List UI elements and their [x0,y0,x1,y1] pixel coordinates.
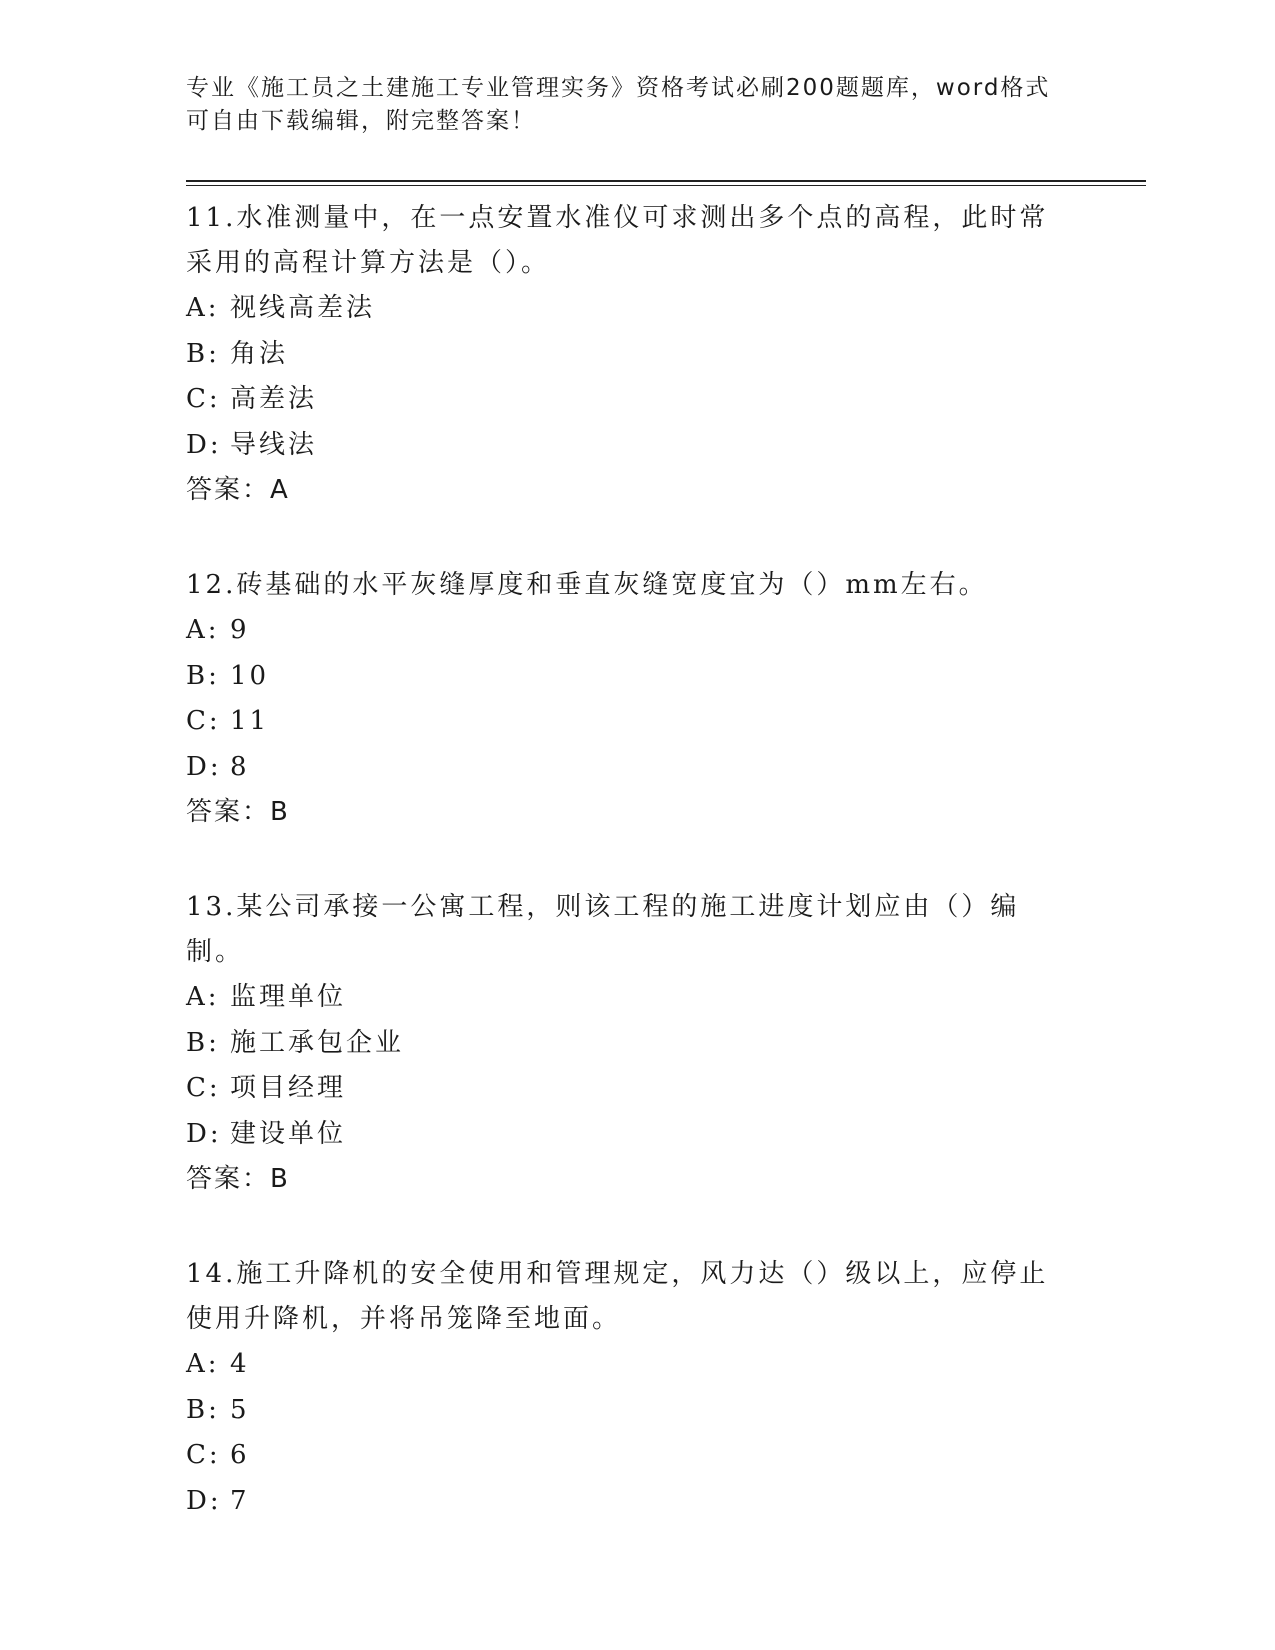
option-c [186,1433,1146,1479]
question-text: 14.施工升降机的安全使用和管理规定，风力达（）级以上，应停止使用升降机，并将吊笼降至地面。 [186,1259,1049,1334]
option-text: 11 [230,706,270,736]
option-d [186,1479,1146,1525]
option-letter: B: [186,1394,220,1425]
option-letter: C: [186,1073,221,1103]
option-b [186,654,1146,700]
option-text: 8 [230,751,250,782]
option-letter: A: [186,1349,220,1379]
option-c [186,1066,1146,1112]
option-letter: C: [186,706,221,736]
option-text: 角法 [230,338,289,369]
option-text: 监理单位 [230,982,347,1012]
option-b [186,332,1146,378]
option-text: 9 [230,615,250,645]
option-letter: B: [186,1027,220,1058]
option-text: 5 [230,1394,250,1425]
option-text: 项目经理 [230,1073,347,1103]
question-11 [186,196,1146,513]
option-letter: B: [186,338,220,369]
answer-line: 答案：A [186,475,290,505]
option-letter: D: [186,1118,222,1149]
question-list [186,196,1146,1524]
option-b [186,1021,1146,1067]
option-text: 视线高差法 [230,293,376,323]
option-letter: A: [186,982,220,1012]
option-text: 4 [230,1349,250,1379]
option-a [186,286,1146,332]
header-divider [186,180,1146,186]
option-c [186,699,1146,745]
option-letter: D: [186,429,222,460]
option-d [186,745,1146,791]
option-letter: A: [186,615,220,645]
option-text: 6 [230,1440,250,1470]
option-d [186,1112,1146,1158]
option-a [186,975,1146,1021]
option-letter: C: [186,384,221,414]
question-12 [186,563,1146,835]
option-text: 施工承包企业 [230,1027,405,1058]
option-a [186,1342,1146,1388]
option-c [186,377,1146,423]
option-letter: B: [186,660,220,691]
question-text: 12.砖基础的水平灰缝厚度和垂直灰缝宽度宜为（）mm左右。 [186,570,988,600]
option-letter: D: [186,751,222,782]
answer-line: 答案：B [186,1164,290,1194]
option-letter: D: [186,1485,222,1516]
option-a [186,608,1146,654]
document-page [186,72,1146,1574]
question-text: 13.某公司承接一公寓工程，则该工程的施工进度计划应由（）编制。 [186,892,1020,967]
option-letter: C: [186,1440,221,1470]
option-text: 导线法 [230,429,318,460]
answer-line: 答案：B [186,797,290,827]
option-b [186,1388,1146,1434]
option-d [186,423,1146,469]
question-13 [186,885,1146,1202]
option-text: 建设单位 [230,1118,347,1149]
option-text: 7 [230,1485,250,1516]
question-14 [186,1252,1146,1524]
option-text: 10 [230,660,270,691]
question-text: 11.水准测量中，在一点安置水准仪可求测出多个点的高程，此时常采用的高程计算方法是（）。 [186,203,1049,278]
option-letter: A: [186,293,220,323]
option-text: 高差法 [230,384,318,414]
document-header: 专业《施工员之土建施工专业管理实务》资格考试必刷200题题库，word格式可自由下载编辑，附完整答案！ [186,75,1051,134]
